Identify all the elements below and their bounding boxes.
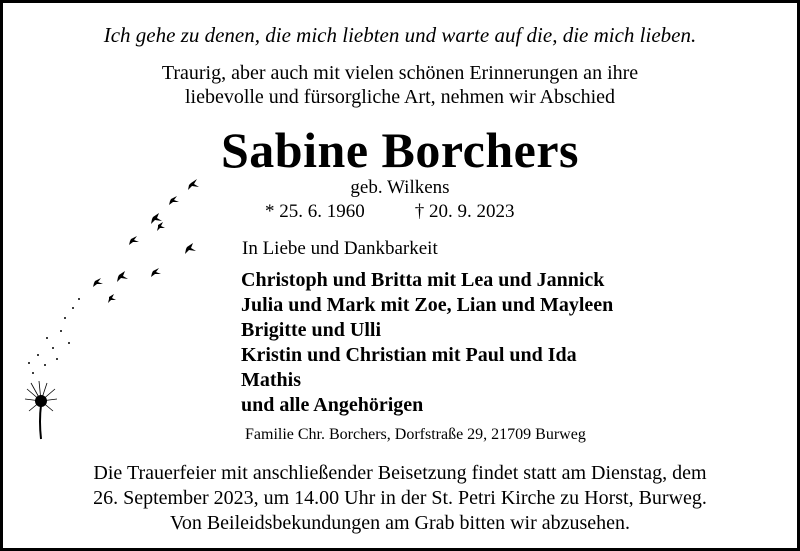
funeral-line-3: Von Beileidsbekundungen am Grab bitten wir abzusehen. — [169, 512, 631, 534]
quote: Ich gehe zu denen, die mich liebten und warte auf die, die mich lieben. — [103, 23, 697, 47]
mourner-line: Christoph und Britta mit Lea und Jannick — [241, 269, 605, 291]
birth-date: * 25. 6. 1960 — [265, 201, 365, 222]
mourners-list — [241, 268, 613, 418]
mourner-line: Kristin und Christian mit Paul und Ida — [241, 344, 577, 366]
life-dates — [265, 201, 515, 223]
funeral-line-2: 26. September 2023, um 14.00 Uhr in der St. Petri Kirche zu Horst, Burweg. — [93, 487, 707, 509]
death-date: † 20. 9. 2023 — [414, 201, 515, 222]
mourner-line: Brigitte und Ulli — [241, 319, 382, 341]
mourner-line: Mathis — [241, 369, 301, 391]
mourner-line: Julia und Mark mit Zoe, Lian und Mayleen — [241, 294, 614, 316]
funeral-line-1: Die Trauerfeier mit anschließender Beisetzung findet statt am Dienstag, dem — [93, 462, 707, 484]
deceased-name: Sabine Borchers — [221, 122, 579, 178]
intro-line-2: liebevolle und fürsorgliche Art, nehmen wir Abschied — [184, 86, 616, 108]
family-address: Familie Chr. Borchers, Dorfstraße 29, 21709 Burweg — [245, 426, 586, 443]
mourner-line: und alle Angehörigen — [241, 394, 424, 416]
born-name: geb. Wilkens — [350, 177, 450, 198]
intro-line-1: Traurig, aber auch mit vielen schönen Erinnerungen an ihre — [161, 62, 639, 84]
love-line: In Liebe und Dankbarkeit — [242, 238, 438, 259]
